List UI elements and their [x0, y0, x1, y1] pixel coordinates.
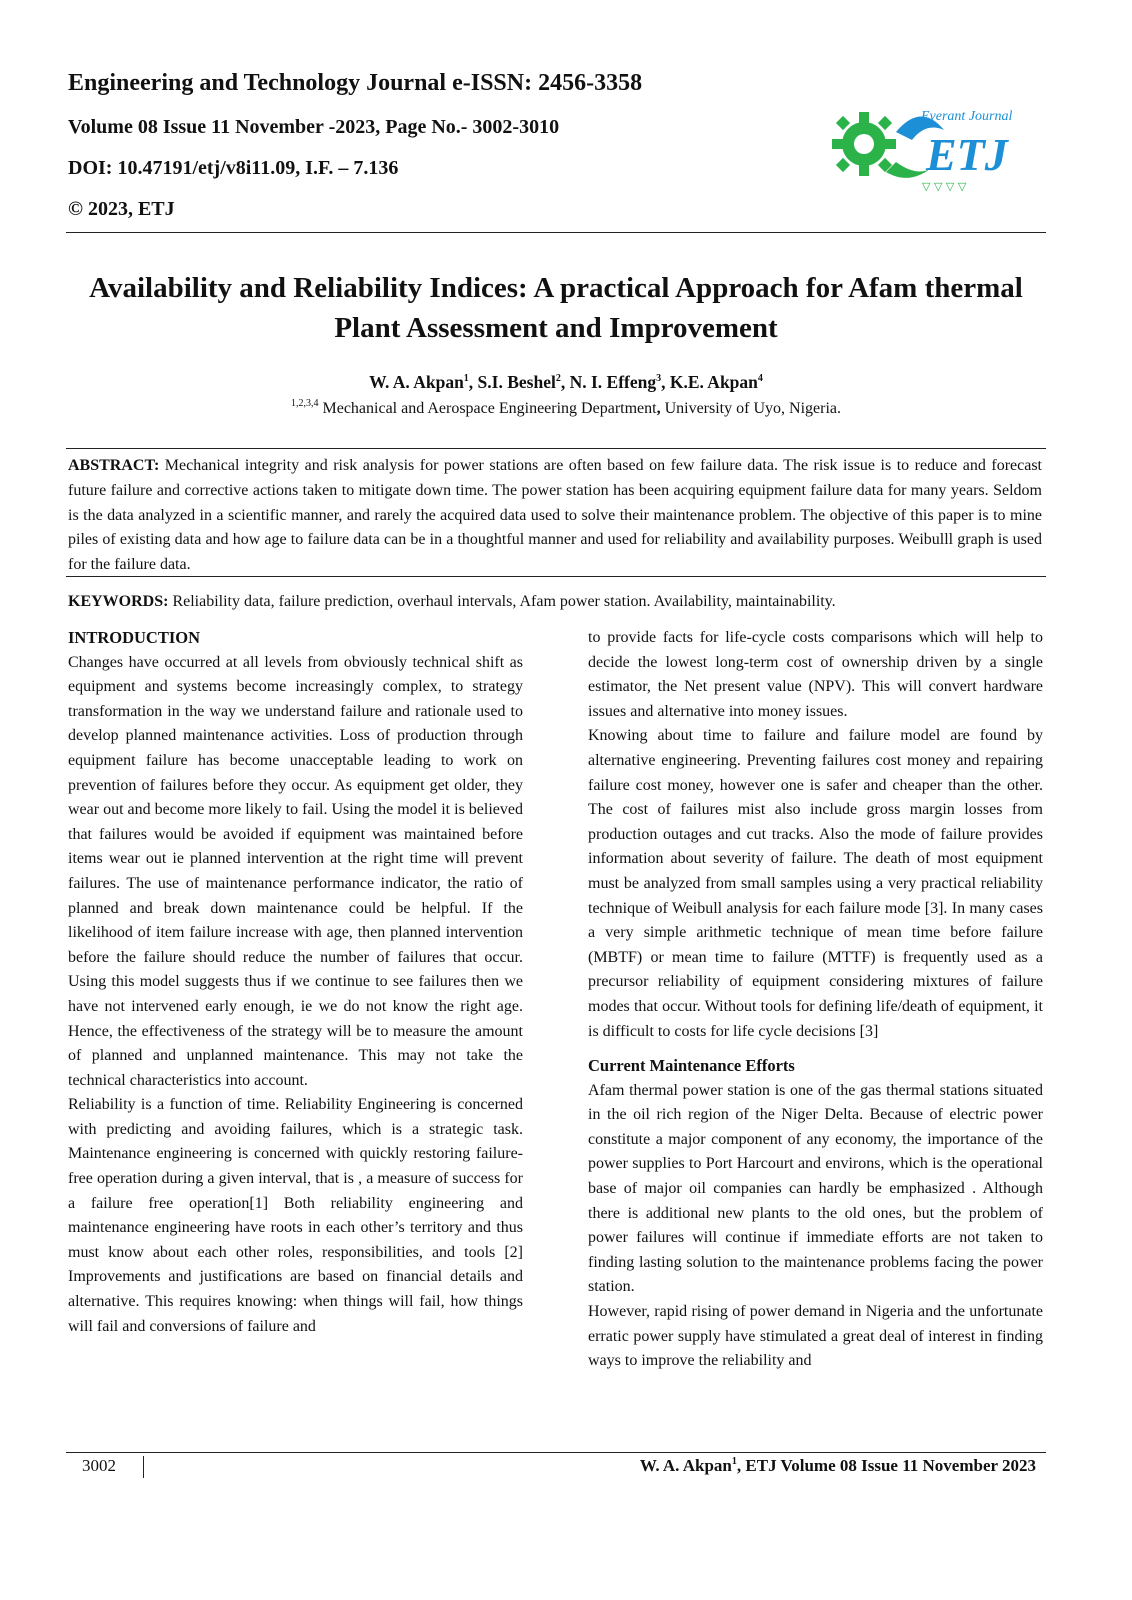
keywords-block	[68, 590, 1042, 614]
paper-title: Availability and Reliability Indices: A practical Approach for Afam thermal Plant Assessment and Improvement	[89, 272, 1023, 344]
logo-etj-text: ETJ	[926, 129, 1008, 180]
paragraph: However, rapid rising of power demand in Nigeria and the unfortunate erratic power supply have stimulated a great deal of interest in finding ways to improve the reliability and	[588, 1303, 1043, 1370]
right-column	[588, 626, 1043, 1374]
abstract-block	[68, 454, 1042, 578]
journal-title: Engineering and Technology Journal e-ISSN: 2456-3358	[68, 70, 643, 96]
author-name: N. I. Effeng	[569, 372, 657, 392]
author-affil-sup: 3	[656, 373, 662, 384]
footer-citation-text: , ETJ Volume 08 Issue 11 November 2023	[736, 1456, 1036, 1475]
keywords-text: Reliability data, failure prediction, overhaul intervals, Afam power station. Availability, maintainability.	[172, 593, 836, 610]
author-name: S.I. Beshel	[477, 372, 556, 392]
affiliation-university: University of Uyo, Nigeria.	[664, 400, 841, 417]
abstract-label: ABSTRACT:	[68, 457, 160, 474]
left-column	[68, 626, 523, 1339]
header-divider	[66, 232, 1046, 233]
author-affil-sup: 2	[555, 373, 561, 384]
author-name: W. A. Akpan	[369, 372, 464, 392]
author-list: W. A. Akpan$^1$, S.I. Beshel$^2$, N. I. Effeng$^3$, K.E. Akpan$^4$	[369, 372, 763, 392]
svg-text:▽ ▽ ▽ ▽: ▽ ▽ ▽ ▽	[922, 180, 967, 193]
footer-rule	[66, 1452, 1046, 1453]
author-affil-sup: 1	[463, 373, 469, 384]
paragraph: to provide facts for life-cycle costs comparisons which will help to decide the lowest long-term cost of ownership driven by a single estimator, the Net present value (NPV). This will convert hardware issues and alternative into money issues.	[588, 629, 1043, 720]
journal-logo	[826, 92, 1026, 202]
doi-info: DOI: 10.47191/etj/v8i11.09, I.F. – 7.136	[68, 157, 399, 179]
affiliation: $^{1,2,3,4}$ Mechanical and Aerospace Engineering Department, University of Uyo, Nigeria.	[291, 398, 841, 417]
paragraph: Knowing about time to failure and failure model are found by alternative engineering. Preventing failures cost money and repairing failure cost money, however one is safer and cheaper than the other. The cost of failures mist also include gross margin losses from production outages and cut tracks. Also the mode of failure provides information about severity of failure. The death of most equipment must be analyzed from small samples using a very practical reliability technique of Weibull analysis for each failure mode [3]. In many cases a very simple arithmetic technique of mean time before failure (MBTF) or mean time to failure (MTTF) is frequently used as a precursor reliability of equipment considering mixtures of failure modes that occur. Without tools for defining life/death of equipment, it is difficult to costs for life cycle decisions [3]	[588, 727, 1043, 1040]
paragraph: Reliability is a function of time. Reliability Engineering is concerned with predicting and avoiding failures, which is a strategic task. Maintenance engineering is concerned with quickly restoring failure-free operation during a given interval, that is , a measure of success for a failure free operation[1] Both reliability engineering and maintenance engineering have roots in each other’s territory and thus must know about each other roles, responsibilities, and tools [2] Improvements and justifications are based on financial details and alternative. This requires knowing: when things will fail, how things will fail and conversions of failure and	[68, 1096, 523, 1335]
page-number: 3002	[82, 1456, 116, 1475]
footer-author: W. A. Akpan	[639, 1456, 732, 1475]
abstract-bottom-rule	[66, 576, 1046, 577]
etj-logo-graphic	[826, 92, 1026, 202]
logo-caption: Everant Journal	[921, 109, 1013, 124]
footer-author-sup: 1	[731, 1456, 737, 1467]
author-name: K.E. Akpan	[669, 372, 758, 392]
abstract-top-rule	[66, 448, 1046, 449]
footer-separator	[143, 1456, 144, 1478]
paragraph: Afam thermal power station is one of the gas thermal stations situated in the oil rich region of the Niger Delta. Because of electric power constitute a major component of any economy, the importance of the power supplies to Port Harcourt and environs, which is the operational base of major oil companies can hardly be emphasized . Although there is additional new plants to the old ones, but the problem of power failures will continue if immediate efforts are not taken to finding lasting solution to the maintenance problems facing the power station.	[588, 1081, 1043, 1296]
section-heading-maintenance: Current Maintenance Efforts	[588, 1056, 795, 1076]
section-heading-introduction: INTRODUCTION	[68, 628, 201, 647]
affiliation-sup: 1,2,3,4	[291, 398, 319, 409]
author-affil-sup: 4	[757, 373, 763, 384]
abstract-text: Mechanical integrity and risk analysis for power stations are often based on few failure data. The risk issue is to reduce and forecast future failure and corrective actions taken to mitigate down time. The power station has been acquiring equipment failure data for many years. Seldom is the data analyzed in a scientific manner, and rarely the acquired data used to solve their maintenance problem. The objective of this paper is to mine piles of existing data and how age to failure data can be in a thoughtful manner and used for reliability and availability purposes. Weibulll graph is used for the failure data.	[68, 457, 1042, 574]
copyright-info: © 2023, ETJ	[68, 198, 175, 220]
keywords-label: KEYWORDS:	[68, 593, 169, 610]
paragraph: Changes have occurred at all levels from obviously technical shift as equipment and systems become increasingly complex, to strategy transformation in the way we understand failure and rationale used to develop planned maintenance activities. Loss of production through equipment failure has become unacceptable leading to work on prevention of failures before they occur. As equipment get older, they wear out and become more likely to fail. Using the model it is believed that failures would be avoided if equipment was maintained before items wear out ie planned intervention at the right time will prevent failures. The use of maintenance performance indicator, the ratio of planned and break down maintenance could be helpful. If the likelihood of item failure increase with age, then planned intervention before the failure should reduce the number of failures that occur. Using this model suggests thus if we continue to see failures then we have not intervened early enough, ie we do not know the right age. Hence, the effectiveness of the strategy will be to measure the amount of planned and unplanned maintenance. This may not take the technical characteristics into account.	[68, 653, 523, 1089]
affiliation-dept: Mechanical and Aerospace Engineering Department	[322, 400, 657, 417]
footer-citation	[640, 1456, 1036, 1476]
volume-info: Volume 08 Issue 11 November -2023, Page No.- 3002-3010	[68, 116, 560, 138]
